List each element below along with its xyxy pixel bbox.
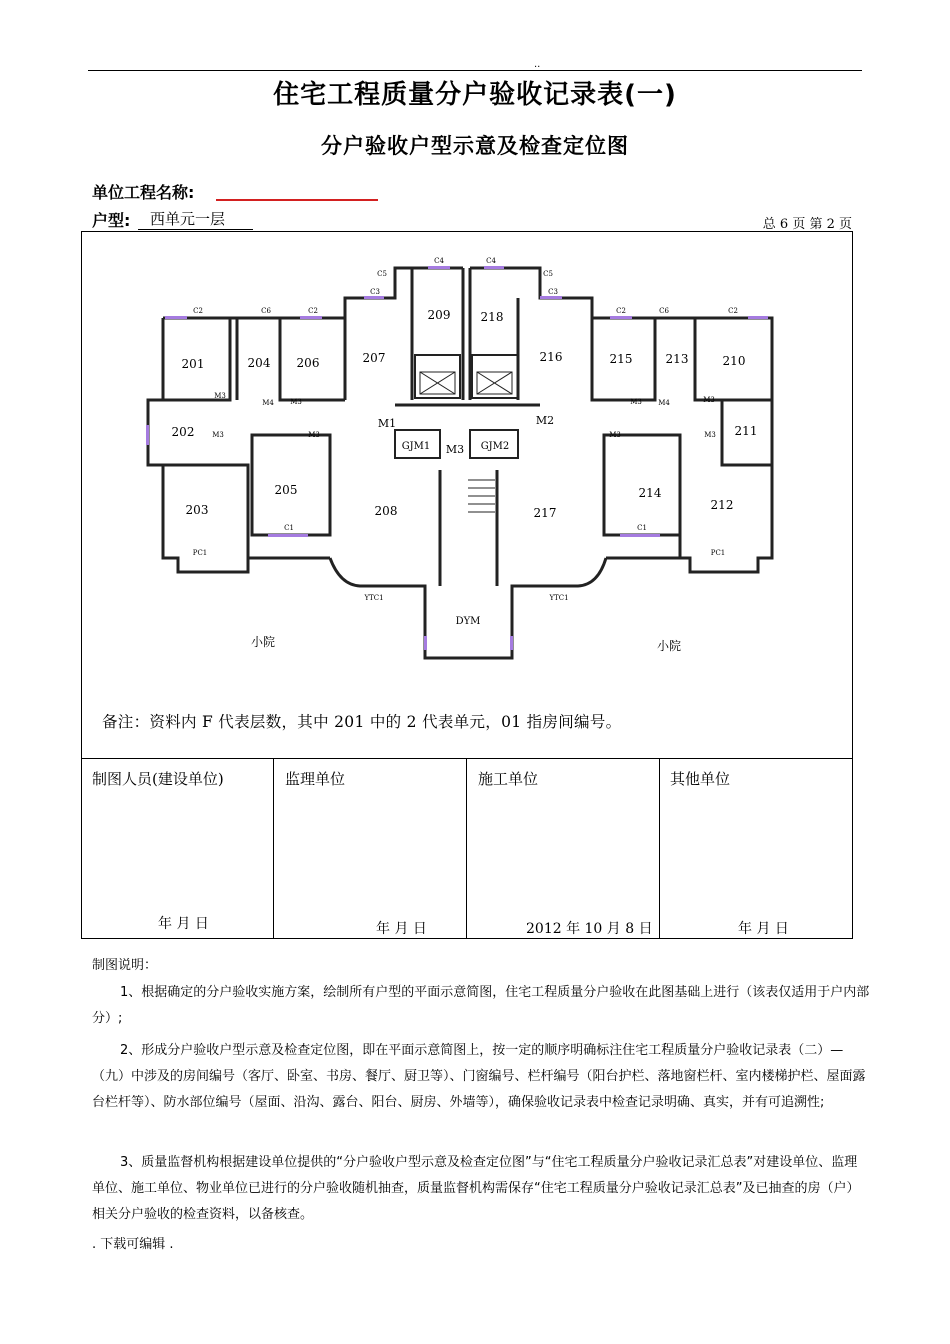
signature-divider (659, 758, 660, 939)
svg-text:M4: M4 (658, 399, 670, 407)
svg-text:DYM: DYM (455, 616, 481, 627)
svg-text:M3: M3 (445, 443, 465, 456)
svg-text:PC1: PC1 (710, 549, 726, 557)
svg-text:M2: M2 (535, 414, 555, 427)
room-214: 214 (638, 486, 662, 500)
room-207: 207 (362, 351, 386, 365)
room-215: 215 (609, 352, 633, 366)
svg-text:C3: C3 (548, 288, 558, 296)
signature-divider (273, 758, 274, 939)
room-209: 209 (427, 308, 451, 322)
svg-text:C4: C4 (486, 257, 496, 265)
room-217: 217 (533, 506, 557, 520)
svg-text:M3: M3 (630, 398, 642, 406)
room-202: 202 (171, 425, 195, 439)
yard-right: 小院 (656, 639, 682, 653)
sig-other-label: 其他单位 (670, 770, 731, 788)
signature-divider (466, 758, 467, 939)
room-212: 212 (710, 498, 734, 512)
svg-text:C6: C6 (261, 307, 271, 315)
room-211: 211 (734, 424, 758, 438)
sig-supervisor-date: 年 月 日 (376, 921, 427, 937)
explanation-item-2: 2、形成分户验收户型示意及检查定位图，即在平面示意简图上，按一定的顺序明确标注住宅工程质量分户验收记录表（二）—（九）中涉及的房间编号（客厅、卧室、书房、餐厅、厨卫等）、门窗编号、栏杆编号（阳台护栏、落地窗栏杆、室内楼梯护栏、屋面露台栏杆等）、防水部位编号（屋面、沿沟、露台、阳台、厨房、外墙等），确保验收记录表中检查记录明确、真实，并有可追溯性; (92, 1043, 866, 1110)
signature-top-rule (81, 758, 853, 759)
footer-note: . 下载可编辑 . (92, 1237, 174, 1252)
room-208: 208 (374, 504, 398, 518)
room-213: 213 (665, 352, 689, 366)
sig-drafter-date: 年 月 日 (158, 916, 209, 932)
svg-text:C2: C2 (728, 307, 738, 315)
svg-text:M3: M3 (290, 398, 302, 406)
room-201: 201 (181, 357, 205, 371)
unit-type-underline (138, 229, 253, 230)
explanation-title: 制图说明： (92, 958, 158, 973)
project-name-field[interactable] (216, 199, 378, 201)
svg-text:M3: M3 (703, 396, 715, 404)
document-title: 住宅工程质量分户验收记录表(一) (273, 80, 677, 110)
svg-text:M3: M3 (308, 431, 320, 439)
svg-text:M4: M4 (262, 399, 274, 407)
room-218: 218 (480, 310, 504, 324)
svg-text:M3: M3 (704, 431, 716, 439)
plan-note: 备注：资料内 F 代表层数，其中 201 中的 2 代表单元，01 指房间编号。 (102, 713, 622, 731)
svg-text:C2: C2 (308, 307, 318, 315)
svg-text:C2: C2 (193, 307, 203, 315)
svg-text:YTC1: YTC1 (364, 594, 384, 602)
project-name-label: 单位工程名称: (92, 183, 195, 202)
svg-text:PC1: PC1 (192, 549, 208, 557)
room-204: 204 (247, 356, 271, 370)
floor-plan (84, 234, 850, 704)
room-205: 205 (274, 483, 298, 497)
unit-type-value: 西单元一层 (150, 210, 226, 228)
header-rule (88, 70, 862, 71)
header-dots: .. (534, 59, 541, 70)
svg-text:C3: C3 (370, 288, 380, 296)
room-203: 203 (185, 503, 209, 517)
page-info: 总 6 页 第 2 页 (762, 217, 852, 232)
svg-text:C1: C1 (284, 524, 294, 532)
svg-text:C4: C4 (434, 257, 444, 265)
svg-text:YTC1: YTC1 (549, 594, 569, 602)
svg-text:M1: M1 (377, 417, 397, 430)
svg-text:C5: C5 (543, 270, 553, 278)
document-subtitle: 分户验收户型示意及检查定位图 (321, 134, 629, 158)
room-216: 216 (539, 350, 563, 364)
sig-contractor-label: 施工单位 (478, 770, 539, 788)
sig-other-date: 年 月 日 (738, 921, 789, 937)
explanation-item-1: 1、根据确定的分户验收实施方案，绘制所有户型的平面示意简图，住宅工程质量分户验收在此图基础上进行（该表仅适用于户内部分）; (92, 985, 870, 1026)
svg-text:M3: M3 (609, 431, 621, 439)
svg-text:C1: C1 (637, 524, 647, 532)
explanation-item-3: 3、质量监督机构根据建设单位提供的“分户验收户型示意及检查定位图”与“住宅工程质量分户验收记录汇总表”对建设单位、监理单位、施工单位、物业单位已进行的分户验收随机抽查，质量监督机构需保存“住宅工程质量分户验收记录汇总表”及已抽查的房（户）相关分户验收的检查资料，以备核查。 (92, 1155, 860, 1222)
svg-text:GJM1: GJM1 (401, 441, 431, 452)
svg-text:GJM2: GJM2 (480, 441, 510, 452)
svg-text:C6: C6 (659, 307, 669, 315)
sig-supervisor-label: 监理单位 (285, 770, 346, 788)
room-206: 206 (296, 356, 320, 370)
svg-text:M3: M3 (212, 431, 224, 439)
sig-drafter-label: 制图人员(建设单位) (92, 770, 224, 788)
room-210: 210 (722, 354, 746, 368)
svg-text:C5: C5 (377, 270, 387, 278)
unit-type-label: 户型: (92, 211, 131, 230)
yard-left: 小院 (250, 635, 276, 649)
svg-text:C2: C2 (616, 307, 626, 315)
svg-text:M3: M3 (214, 392, 226, 400)
sig-contractor-date: 2012 年 10 月 8 日 (526, 921, 653, 937)
